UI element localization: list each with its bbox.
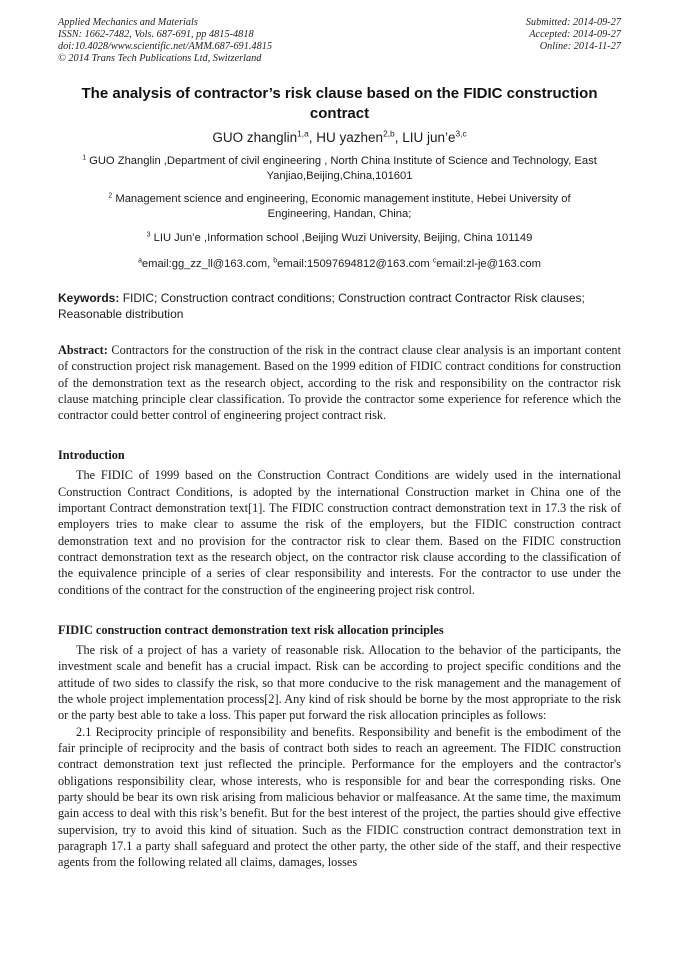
author-2-sup: 2,b [383, 128, 395, 139]
email-c-sup: c [432, 257, 437, 265]
keywords-text: FIDIC; Construction contract conditions; Construction contract Contractor Risk clauses; Reasonable distribution [58, 291, 585, 322]
affiliation-2 [105, 192, 575, 221]
email-a-sup: a [138, 257, 142, 265]
abstract-text: Contractors for the construction of the risk in the contract clause clear analysis is an important content of construction project risk management. Based on the 1999 edition of FIDIC contract conditions for construction of the demonstration text as the research object, according to the risk and responsibility on the contractor risk clause matching principle clear classification. To provide the contractor some experience for reference which the contractor could better control of engineering project contract risk. [58, 343, 621, 422]
page-header [58, 17, 621, 65]
affiliation-1-text: GUO Zhanglin ,Department of civil engineering , North China Institute of Science and Technology, East Yanjiao,Beijing,China,101601 [86, 155, 597, 182]
abstract-block [58, 342, 621, 423]
introduction-paragraph: The FIDIC of 1999 based on the Construction Contract Conditions are widely used in the international Construction Contract Conditions, is adopted by the international Construction market in China one of the important Contract demonstration text[1]. The FIDIC construction contract demonstration text in 17.3 the risk of employers tries to make clear to assume the risk of the employers, but the FIDIC construction contract demonstration text and no provision for the contractor risk to clear them. Based on the FIDIC construction contract demonstration text as the research object, on the contractor risk clause according to the classification of the equivalence principle of a series of clear responsibility and interests. For the contractor to use under the conditions of the contract for the construction of the engineering project risk control. [58, 468, 621, 597]
paper-title: The analysis of contractor’s risk clause based on the FIDIC construction contract [81, 84, 598, 122]
abstract-label: Abstract: [58, 343, 108, 358]
submitted-date: Submitted: 2014-09-27 [525, 17, 621, 28]
affiliation-3-text: LIU Jun’e ,Information school ,Beijing Wuzi University, Beijing, China 101149 [150, 231, 533, 244]
accepted-date: Accepted: 2014-09-27 [529, 28, 621, 40]
email-c: email:zl-je@163.com [436, 258, 541, 271]
affiliation-1-sup: 1 [82, 154, 87, 162]
keywords-block [58, 291, 621, 323]
online-date: Online: 2014-11-27 [539, 40, 621, 52]
author-emails [58, 258, 621, 270]
journal-issn: ISSN: 1662-7482, Vols. 687-691, pp 4815-4818 [58, 28, 254, 40]
author-2: , HU yazhen [308, 130, 384, 146]
email-b-sup: b [273, 257, 278, 265]
author-1-sup: 1,a [297, 128, 309, 139]
affiliation-3 [58, 231, 621, 246]
author-1: GUO zhanglin [212, 130, 298, 146]
journal-info [58, 17, 272, 65]
affiliation-2-sup: 2 [108, 192, 113, 200]
author-3-sup: 3,c [455, 128, 467, 139]
risk-allocation-paragraph-2: 2.1 Reciprocity principle of responsibility and benefits. Responsibility and benefit is the embodiment of the fair principle of reciprocity and the basis of contract both sides to reach an agreement. The FIDIC construction contract demonstration text just reflected the principle. Performance for the employers and the contractor's obligations responsibility clear, whose interests, who is responsible for and bear the corresponding risks. One party should be bear its own risk arising from malicious behavior or malfeasance. At the same time, the maximum gain access to deal with this risk’s benefit. But for the best interest of the project, the parties should give effective supervision, try to avoid this kind of situation. Such as the FIDIC construction contract demonstration text in paragraph 17.1 a party shall safeguard and protect the other party, the other side of the staff, and their respective agents from the following related all claims, damages, losses [58, 724, 621, 870]
email-a: email:gg_zz_ll@163.com, [141, 258, 274, 271]
authors-line [58, 130, 621, 145]
email-b: email:15097694812@163.com [277, 258, 433, 271]
risk-allocation-paragraph-1: The risk of a project of has a variety of reasonable risk. Allocation to the behavior of the participants, the investment scale and benefit has a crucial impact. Risk can be according to project specific conditions and the attitude of two sides to classify the risk, so that more conducive to the risk management and the management of the whole project implementation process[2]. Any kind of risk should be borne by the most appropriate to the risk or the party best able to take a loss. This paper put forward the risk allocation principles as follows: [58, 642, 621, 723]
journal-copyright: © 2014 Trans Tech Publications Ltd, Switzerland [58, 52, 262, 64]
section-heading-risk-allocation: FIDIC construction contract demonstration text risk allocation principles [58, 622, 444, 637]
journal-doi: doi:10.4028/www.scientific.net/AMM.687-691.4815 [58, 40, 273, 52]
section-heading-introduction: Introduction [58, 448, 125, 463]
journal-name: Applied Mechanics and Materials [58, 17, 198, 28]
affiliation-3-sup: 3 [146, 230, 151, 238]
affiliation-1 [58, 154, 621, 183]
author-3: , LIU jun’e [394, 130, 456, 146]
affiliation-2-text: Management science and engineering, Economic management institute, Hebei University of Engineering, Handan, China; [112, 193, 571, 221]
keywords-label: Keywords: [58, 291, 120, 306]
submission-dates [526, 17, 621, 65]
